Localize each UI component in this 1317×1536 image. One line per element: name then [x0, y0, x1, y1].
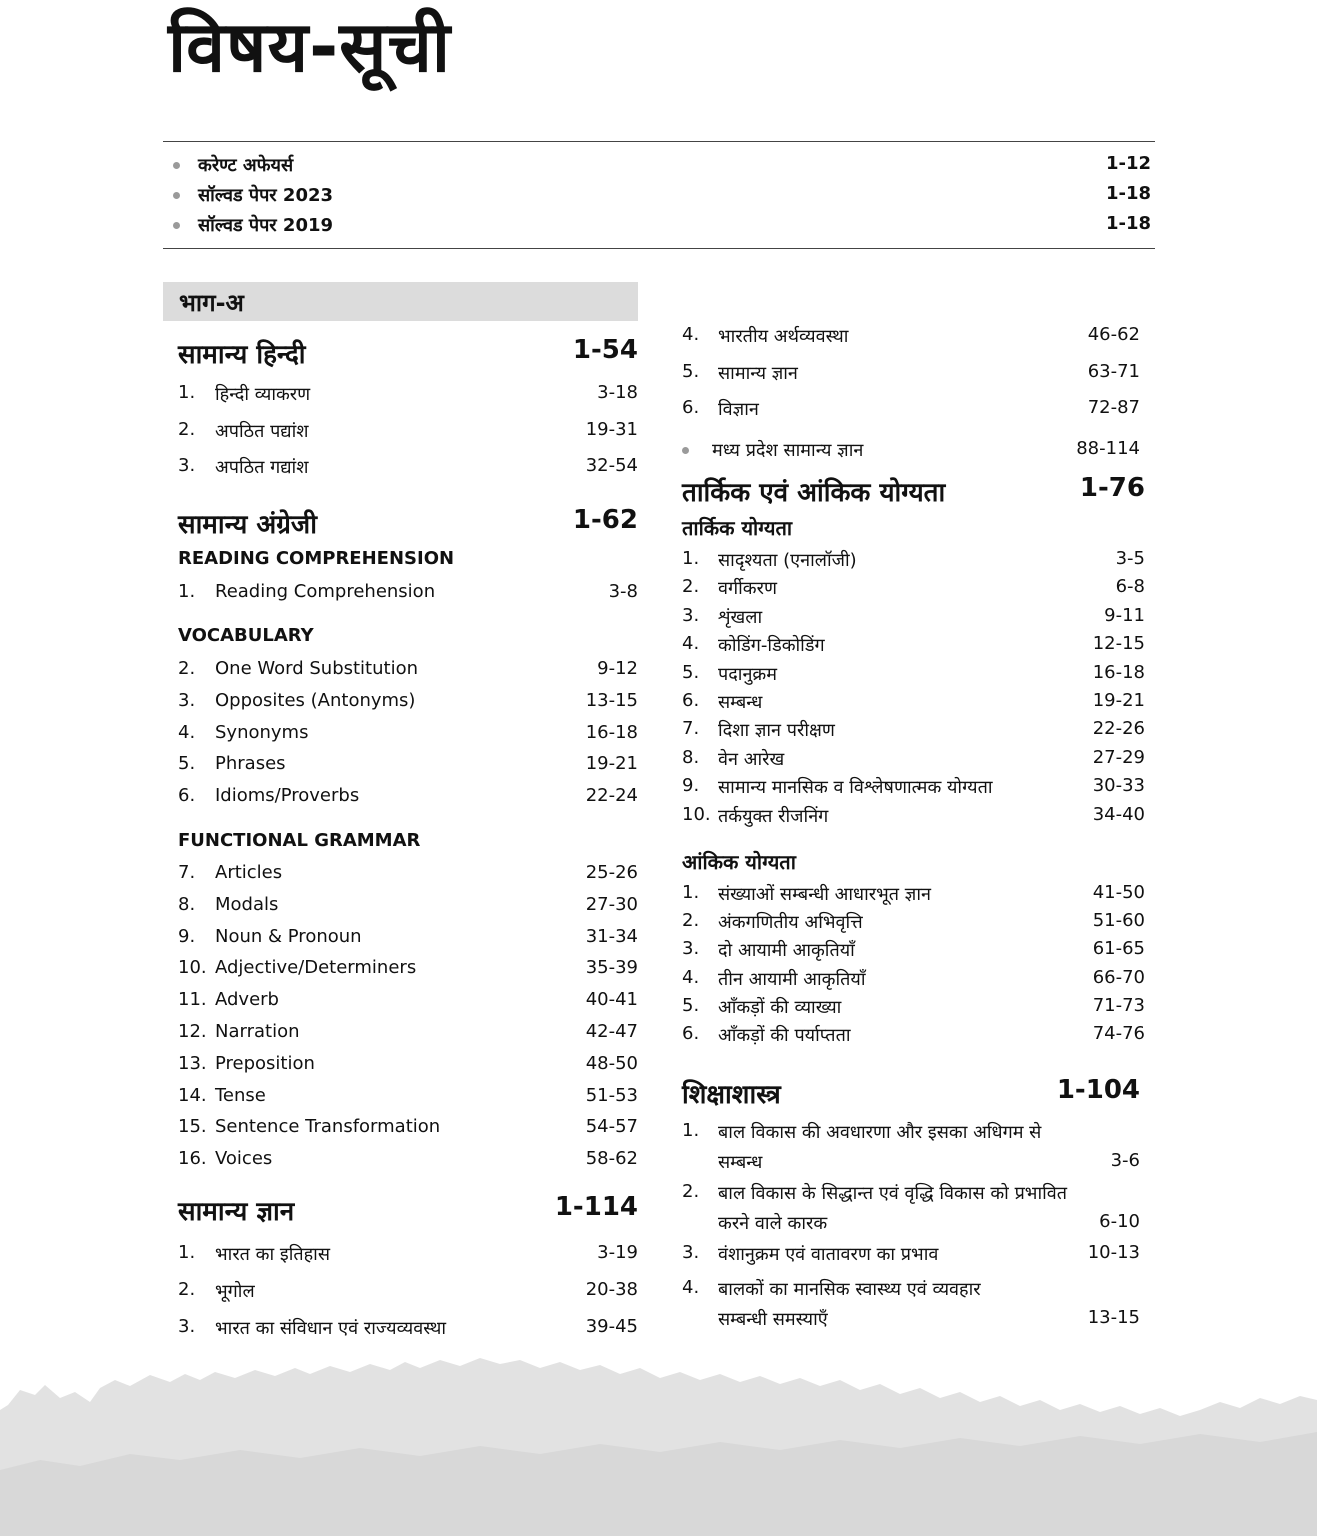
- item-label: Tense: [215, 1084, 266, 1106]
- item-number: 6.: [178, 785, 196, 807]
- item-number: 2.: [682, 910, 700, 932]
- item-label: विज्ञान: [718, 399, 759, 420]
- item-number: 5.: [682, 661, 700, 683]
- section-heading-hindi: सामान्य हिन्दी 1-54: [178, 335, 638, 370]
- subheading-numerical: आंकिक योग्यता: [682, 850, 796, 874]
- list-item: [682, 1023, 1145, 1049]
- item-label: सादृश्यता (एनालॉजी): [718, 550, 857, 571]
- mountain-silhouette: [0, 1350, 1317, 1536]
- item-number: 2.: [178, 658, 196, 679]
- list-item: [178, 455, 638, 481]
- list-item: [178, 1242, 638, 1268]
- bullet-icon: [173, 222, 180, 229]
- item-label: संख्याओं सम्बन्धी आधारभूत ज्ञान: [718, 884, 931, 905]
- item-label: अपठित पद्यांश: [215, 420, 309, 442]
- item-number: 4.: [682, 1277, 700, 1298]
- item-pages: 46-62: [1087, 324, 1140, 345]
- item-number: 5.: [682, 994, 700, 1016]
- item-label: Narration: [215, 1021, 300, 1042]
- item-pages: 35-39: [585, 957, 638, 979]
- item-pages: 3-8: [608, 581, 638, 602]
- list-item: [682, 1242, 1140, 1268]
- item-number: 10.: [178, 957, 207, 979]
- item-pages: 31-34: [585, 925, 638, 947]
- item-label-continued: सम्बन्ध: [718, 1152, 763, 1173]
- subheading-rc: READING COMPREHENSION: [178, 548, 455, 569]
- item-label: Reading Comprehension: [215, 581, 436, 602]
- item-number: 3.: [178, 689, 196, 711]
- item-label: अंकगणितीय अभिवृत्ति: [718, 912, 863, 934]
- list-item: [682, 747, 1145, 773]
- item-pages: 41-50: [1092, 882, 1145, 903]
- list-item: [178, 753, 638, 779]
- item-pages: 6-8: [1115, 576, 1145, 598]
- item-number: 8.: [682, 746, 700, 768]
- item-pages: 72-87: [1087, 397, 1140, 418]
- item-label: आँकड़ों की पर्याप्तता: [718, 1025, 851, 1046]
- list-item: [178, 926, 638, 952]
- item-number: 10.: [682, 803, 711, 825]
- list-item: [178, 419, 638, 445]
- list-item: [682, 1120, 1140, 1178]
- list-item: [178, 1116, 638, 1142]
- bullet-icon: [173, 192, 180, 199]
- item-label: Idioms/Proverbs: [215, 785, 360, 807]
- item-label: Voices: [215, 1148, 273, 1170]
- item-number: 3.: [682, 1242, 700, 1263]
- item-pages: 13-15: [585, 689, 638, 711]
- item-label: Articles: [215, 862, 283, 883]
- item-label: भारत का संविधान एवं राज्यव्यवस्था: [215, 1318, 447, 1339]
- item-number: 7.: [178, 862, 196, 883]
- list-item: [682, 882, 1145, 908]
- list-item: [682, 775, 1145, 801]
- item-pages: 22-26: [1092, 718, 1145, 740]
- item-pages: 12-15: [1092, 633, 1145, 655]
- item-number: 1.: [682, 548, 700, 569]
- item-number: 4.: [682, 633, 700, 655]
- item-number: 7.: [682, 718, 700, 740]
- item-pages: 3-18: [597, 382, 638, 403]
- bullet-icon: [173, 162, 180, 169]
- item-number: 5.: [178, 753, 196, 775]
- item-pages: 34-40: [1092, 803, 1145, 825]
- item-label: Sentence Transformation: [215, 1116, 441, 1138]
- item-label: Phrases: [215, 753, 286, 775]
- list-item: [682, 910, 1145, 936]
- item-pages: 9-11: [1104, 604, 1145, 626]
- item-pages: 19-31: [585, 418, 638, 440]
- item-pages: 3-6: [1110, 1150, 1140, 1171]
- section-heading-pedagogy: शिक्षाशास्त्र 1-104: [682, 1075, 1140, 1110]
- top-list-item: करेण्ट अफेयर्स 1-12: [173, 153, 1151, 181]
- item-pages: 25-26: [585, 862, 638, 883]
- item-label: कोडिंग-डिकोडिंग: [718, 635, 825, 657]
- item-label-continued: सम्बन्धी समस्याएँ: [718, 1309, 828, 1330]
- item-pages: 20-38: [585, 1279, 638, 1300]
- item-number: 1.: [682, 1120, 700, 1141]
- list-item: [682, 967, 1145, 993]
- page-title: विषय-सूची: [168, 6, 452, 88]
- item-pages: 3-5: [1115, 548, 1145, 569]
- item-label: Synonyms: [215, 721, 309, 743]
- list-item: [178, 382, 638, 408]
- part-heading: भाग-अ: [163, 282, 638, 321]
- list-item: [682, 995, 1145, 1021]
- item-label: सामान्य ज्ञान: [718, 362, 798, 384]
- list-item: [682, 1277, 1140, 1335]
- item-number: 3.: [682, 604, 700, 626]
- item-pages: 19-21: [1092, 690, 1145, 711]
- list-item: [682, 938, 1145, 964]
- item-pages: 63-71: [1087, 360, 1140, 382]
- item-number: 13.: [178, 1052, 207, 1074]
- item-label: Adjective/Determiners: [215, 957, 417, 979]
- item-number: 2.: [682, 1181, 700, 1202]
- item-number: 1.: [178, 581, 196, 602]
- section-heading-gk: सामान्य ज्ञान 1-114: [178, 1192, 638, 1227]
- item-pages: 74-76: [1092, 1023, 1145, 1044]
- item-label: बालकों का मानसिक स्वास्थ्य एवं व्यवहार: [718, 1279, 981, 1300]
- list-item: [682, 633, 1145, 659]
- item-number: 4.: [682, 324, 700, 345]
- item-pages: 10-13: [1087, 1242, 1140, 1263]
- list-item: [178, 785, 638, 811]
- list-item: [178, 722, 638, 748]
- subheading-logical: तार्किक योग्यता: [682, 516, 793, 540]
- list-item: [178, 658, 638, 684]
- item-label: Adverb: [215, 989, 279, 1011]
- item-label: वंशानुक्रम एवं वातावरण का प्रभाव: [718, 1244, 939, 1265]
- item-number: 3.: [178, 1316, 196, 1337]
- section-heading-reasoning: तार्किक एवं आंकिक योग्यता 1-76: [682, 473, 1145, 508]
- item-number: 15.: [178, 1116, 207, 1138]
- item-number: 16.: [178, 1148, 207, 1170]
- item-label: आँकड़ों की व्याख्या: [718, 996, 842, 1018]
- list-item: [178, 690, 638, 716]
- list-item: [682, 690, 1145, 716]
- item-pages: 13-15: [1087, 1307, 1140, 1328]
- item-number: 5.: [682, 360, 700, 382]
- item-pages: 51-60: [1092, 910, 1145, 932]
- item-label: शृंखला: [718, 606, 763, 628]
- item-number: 4.: [682, 966, 700, 988]
- list-item: [178, 1279, 638, 1305]
- list-item: [178, 989, 638, 1015]
- item-pages: 22-24: [585, 785, 638, 807]
- item-pages: 6-10: [1099, 1211, 1140, 1232]
- list-item: [682, 804, 1145, 830]
- item-label: Preposition: [215, 1052, 315, 1074]
- item-pages: 27-30: [585, 893, 638, 915]
- section-heading-english: सामान्य अंग्रेजी 1-62: [178, 505, 638, 540]
- list-item: [682, 361, 1140, 387]
- item-number: 2.: [178, 1279, 196, 1300]
- list-item: [178, 1316, 638, 1342]
- divider-top: [163, 141, 1155, 142]
- item-number: 6.: [682, 690, 700, 711]
- item-number: 9.: [682, 775, 700, 797]
- item-number: 2.: [178, 418, 196, 440]
- item-label: सम्बन्ध: [718, 692, 763, 713]
- list-item: [178, 1148, 638, 1174]
- item-label: तर्कयुक्त रीजनिंग: [718, 805, 829, 827]
- item-number: 11.: [178, 989, 207, 1011]
- subheading-grammar: FUNCTIONAL GRAMMAR: [178, 830, 421, 851]
- item-pages: 32-54: [585, 455, 638, 476]
- item-label: बाल विकास के सिद्धान्त एवं वृद्धि विकास को प्रभावित: [718, 1183, 1068, 1204]
- list-item: [178, 957, 638, 983]
- item-pages: 54-57: [585, 1116, 638, 1138]
- item-pages: 61-65: [1092, 938, 1145, 960]
- item-label: हिन्दी व्याकरण: [215, 384, 311, 405]
- item-label: भूगोल: [215, 1281, 255, 1302]
- item-number: 9.: [178, 925, 196, 947]
- item-pages: 48-50: [585, 1052, 638, 1074]
- item-pages: 19-21: [585, 753, 638, 775]
- list-item: [178, 894, 638, 920]
- item-pages: 3-19: [597, 1242, 638, 1263]
- item-number: 1.: [682, 882, 700, 903]
- item-number: 2.: [682, 576, 700, 598]
- item-label: भारतीय अर्थव्यवस्था: [718, 326, 849, 347]
- item-label: दो आयामी आकृतियाँ: [718, 940, 855, 962]
- list-item: [682, 605, 1145, 631]
- divider-bottom: [163, 248, 1155, 249]
- item-number: 12.: [178, 1021, 207, 1042]
- subheading-vocabulary: VOCABULARY: [178, 625, 314, 646]
- item-label: तीन आयामी आकृतियाँ: [718, 968, 866, 990]
- top-list-item: सॉल्वड पेपर 2019 1-18: [173, 213, 1151, 241]
- item-label: बाल विकास की अवधारणा और इसका अधिगम से: [718, 1122, 1042, 1143]
- item-pages: 27-29: [1092, 746, 1145, 768]
- item-number: 6.: [682, 397, 700, 418]
- mp-gk-item: मध्य प्रदेश सामान्य ज्ञान 88-114: [712, 438, 1140, 461]
- item-number: 1.: [178, 382, 196, 403]
- list-item: [178, 1053, 638, 1079]
- item-label: पदानुक्रम: [718, 663, 778, 685]
- list-item: [682, 1181, 1140, 1239]
- item-label: भारत का इतिहास: [215, 1244, 331, 1265]
- item-label: वर्गीकरण: [718, 578, 778, 600]
- item-number: 8.: [178, 893, 196, 915]
- item-pages: 66-70: [1092, 966, 1145, 988]
- item-label: Noun & Pronoun: [215, 925, 362, 947]
- item-number: 14.: [178, 1084, 207, 1106]
- item-pages: 16-18: [585, 721, 638, 743]
- item-pages: 58-62: [585, 1148, 638, 1170]
- list-item: [682, 718, 1145, 744]
- item-label: दिशा ज्ञान परीक्षण: [718, 720, 835, 742]
- item-pages: 40-41: [585, 989, 638, 1011]
- bullet-icon: [682, 447, 689, 454]
- item-pages: 9-12: [597, 658, 638, 679]
- item-number: 1.: [178, 1242, 196, 1263]
- item-number: 6.: [682, 1023, 700, 1044]
- item-number: 4.: [178, 721, 196, 743]
- list-item: [682, 397, 1140, 423]
- item-label: Modals: [215, 893, 279, 915]
- list-item: [178, 581, 638, 607]
- item-pages: 51-53: [585, 1084, 638, 1106]
- item-number: 3.: [682, 938, 700, 960]
- item-label: सामान्य मानसिक व विश्लेषणात्मक योग्यता: [718, 777, 993, 799]
- item-label: वेन आरेख: [718, 748, 785, 770]
- list-item: [178, 862, 638, 888]
- item-pages: 30-33: [1092, 775, 1145, 797]
- item-label-continued: करने वाले कारक: [718, 1213, 828, 1234]
- item-number: 3.: [178, 455, 196, 476]
- list-item: [178, 1085, 638, 1111]
- item-pages: 42-47: [585, 1021, 638, 1042]
- item-pages: 71-73: [1092, 994, 1145, 1016]
- top-list-item: सॉल्वड पेपर 2023 1-18: [173, 183, 1151, 211]
- list-item: [682, 662, 1145, 688]
- item-label: अपठित गद्यांश: [215, 457, 309, 478]
- list-item: [682, 576, 1145, 602]
- list-item: [682, 548, 1145, 574]
- item-pages: 16-18: [1092, 661, 1145, 683]
- list-item: [682, 324, 1140, 350]
- list-item: [178, 1021, 638, 1047]
- item-label: Opposites (Antonyms): [215, 689, 416, 711]
- item-label: One Word Substitution: [215, 658, 419, 679]
- item-pages: 39-45: [585, 1316, 638, 1337]
